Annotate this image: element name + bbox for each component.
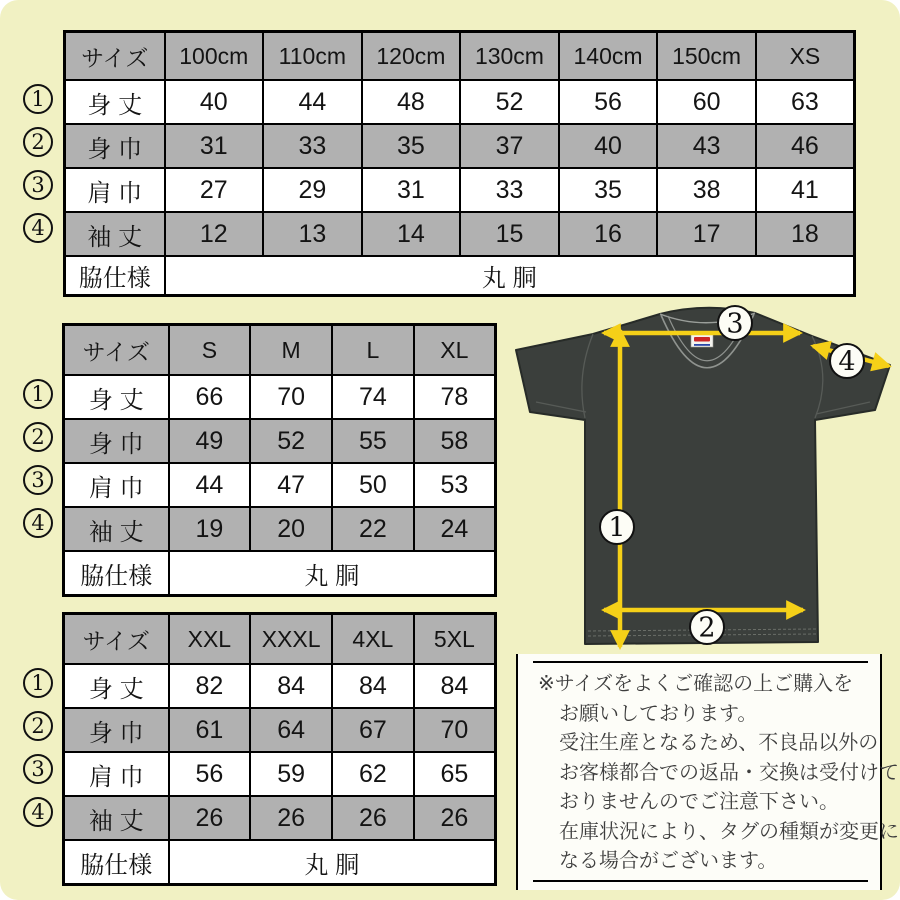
row-label: 身 巾 bbox=[65, 124, 165, 168]
measure-marker-3 bbox=[718, 306, 752, 340]
size-value: 52 bbox=[250, 419, 332, 463]
column-header: 4XL bbox=[332, 614, 414, 665]
size-value: 70 bbox=[250, 375, 332, 419]
size-table-adult bbox=[62, 323, 497, 597]
column-header: XL bbox=[414, 325, 496, 376]
row-marker-3: 3 bbox=[23, 465, 53, 495]
size-value: 44 bbox=[169, 463, 251, 507]
size-value: 41 bbox=[756, 168, 855, 212]
size-value: 50 bbox=[332, 463, 414, 507]
size-value: 19 bbox=[169, 507, 251, 551]
size-value: 52 bbox=[460, 80, 559, 124]
size-value: 58 bbox=[414, 419, 496, 463]
row-label: 脇仕様 bbox=[64, 840, 169, 885]
size-value: 64 bbox=[250, 708, 332, 752]
size-value: 49 bbox=[169, 419, 251, 463]
note-line: 在庫状況により、タグの種類が変更に bbox=[559, 820, 899, 843]
column-header: 100cm bbox=[165, 32, 264, 81]
column-header: M bbox=[250, 325, 332, 376]
column-header: 130cm bbox=[460, 32, 559, 81]
table-row-body-length bbox=[65, 80, 855, 124]
note-line: 受注生産となるため、不良品以外の bbox=[559, 732, 879, 754]
row-label: 身 巾 bbox=[64, 708, 169, 752]
table-header-row bbox=[64, 325, 496, 376]
size-value: 16 bbox=[559, 212, 658, 256]
row-marker-4: 4 bbox=[23, 797, 53, 827]
row-label: 身 丈 bbox=[65, 80, 165, 124]
size-value: 12 bbox=[165, 212, 264, 256]
size-header-cell: サイズ bbox=[65, 32, 165, 81]
table-row-body-width bbox=[65, 124, 855, 168]
size-value: 20 bbox=[250, 507, 332, 551]
row-marker-2: 2 bbox=[23, 422, 53, 452]
row-marker-1: 1 bbox=[23, 84, 53, 114]
table-row-sleeve-length bbox=[64, 796, 496, 840]
size-value: 13 bbox=[263, 212, 362, 256]
size-value: 33 bbox=[460, 168, 559, 212]
size-value: 59 bbox=[250, 752, 332, 796]
row-marker-2: 2 bbox=[23, 127, 53, 157]
size-value: 74 bbox=[332, 375, 414, 419]
svg-text:3: 3 bbox=[726, 308, 744, 340]
size-value: 31 bbox=[165, 124, 264, 168]
table-row-shoulder-width bbox=[65, 168, 855, 212]
size-value: 55 bbox=[332, 419, 414, 463]
size-value: 35 bbox=[559, 168, 658, 212]
row-marker-1: 1 bbox=[23, 379, 53, 409]
row-label: 身 丈 bbox=[64, 664, 169, 708]
size-header-cell: サイズ bbox=[64, 325, 169, 376]
column-header: XXL bbox=[169, 614, 251, 665]
table-row-side-spec bbox=[64, 840, 496, 885]
row-label: 袖 丈 bbox=[64, 796, 169, 840]
size-value: 38 bbox=[657, 168, 756, 212]
column-header: S bbox=[169, 325, 251, 376]
column-header: 5XL bbox=[414, 614, 496, 665]
size-value: 26 bbox=[250, 796, 332, 840]
size-value: 44 bbox=[263, 80, 362, 124]
size-value: 46 bbox=[756, 124, 855, 168]
size-table-kids bbox=[63, 30, 856, 297]
table-row-body-length bbox=[64, 664, 496, 708]
note-line: お願いしております。 bbox=[559, 702, 758, 725]
row-label: 肩 巾 bbox=[64, 463, 169, 507]
size-value: 67 bbox=[332, 708, 414, 752]
size-value: 40 bbox=[165, 80, 264, 124]
size-value: 31 bbox=[362, 168, 461, 212]
size-value: 17 bbox=[657, 212, 756, 256]
size-header-cell: サイズ bbox=[64, 614, 169, 665]
size-value: 56 bbox=[169, 752, 251, 796]
table-row-side-spec bbox=[64, 551, 496, 596]
row-label: 肩 巾 bbox=[65, 168, 165, 212]
row-label: 袖 丈 bbox=[64, 507, 169, 551]
column-header: 120cm bbox=[362, 32, 461, 81]
column-header: L bbox=[332, 325, 414, 376]
size-value: 60 bbox=[657, 80, 756, 124]
size-value: 43 bbox=[657, 124, 756, 168]
size-value: 48 bbox=[362, 80, 461, 124]
brand-tag bbox=[691, 334, 713, 347]
size-value: 18 bbox=[756, 212, 855, 256]
size-value: 26 bbox=[169, 796, 251, 840]
side-spec-value: 丸 胴 bbox=[165, 256, 855, 296]
size-value: 82 bbox=[169, 664, 251, 708]
row-label: 袖 丈 bbox=[65, 212, 165, 256]
size-value: 84 bbox=[414, 664, 496, 708]
size-value: 26 bbox=[414, 796, 496, 840]
column-header: XS bbox=[756, 32, 855, 81]
row-marker-3: 3 bbox=[23, 754, 53, 784]
size-value: 14 bbox=[362, 212, 461, 256]
table-row-sleeve-length bbox=[64, 507, 496, 551]
note-line: ※サイズをよくご確認の上ご購入を bbox=[538, 673, 854, 695]
size-value: 27 bbox=[165, 168, 264, 212]
svg-text:4: 4 bbox=[838, 346, 856, 378]
table-row-body-width bbox=[64, 419, 496, 463]
svg-text:2: 2 bbox=[698, 612, 716, 644]
size-value: 84 bbox=[250, 664, 332, 708]
table-row-body-width bbox=[64, 708, 496, 752]
measure-marker-1 bbox=[600, 510, 634, 544]
size-value: 35 bbox=[362, 124, 461, 168]
row-label: 身 丈 bbox=[64, 375, 169, 419]
row-marker-1: 1 bbox=[23, 668, 53, 698]
note-line: お客様都合での返品・交換は受付けて bbox=[559, 761, 899, 784]
note-line: おりませんのでご注意下さい。 bbox=[559, 791, 839, 813]
row-label: 肩 巾 bbox=[64, 752, 169, 796]
size-value: 61 bbox=[169, 708, 251, 752]
row-marker-4: 4 bbox=[23, 508, 53, 538]
side-spec-value: 丸 胴 bbox=[169, 551, 496, 596]
column-header: XXXL bbox=[250, 614, 332, 665]
note-frame-line bbox=[533, 880, 868, 882]
row-label: 脇仕様 bbox=[64, 551, 169, 596]
size-value: 63 bbox=[756, 80, 855, 124]
size-value: 22 bbox=[332, 507, 414, 551]
row-label: 脇仕様 bbox=[65, 256, 165, 296]
size-value: 33 bbox=[263, 124, 362, 168]
note-frame-line bbox=[516, 654, 518, 890]
purchase-note-box bbox=[516, 654, 899, 890]
table-row-sleeve-length bbox=[65, 212, 855, 256]
note-line: なる場合がございます。 bbox=[559, 850, 778, 872]
table-row-side-spec bbox=[65, 256, 855, 296]
size-value: 53 bbox=[414, 463, 496, 507]
size-value: 70 bbox=[414, 708, 496, 752]
column-header: 110cm bbox=[263, 32, 362, 81]
table-header-row bbox=[64, 614, 496, 665]
size-value: 37 bbox=[460, 124, 559, 168]
table-row-shoulder-width bbox=[64, 752, 496, 796]
size-value: 62 bbox=[332, 752, 414, 796]
row-label: 身 巾 bbox=[64, 419, 169, 463]
size-value: 47 bbox=[250, 463, 332, 507]
svg-text:1: 1 bbox=[608, 512, 626, 544]
side-spec-value: 丸 胴 bbox=[169, 840, 496, 885]
size-value: 78 bbox=[414, 375, 496, 419]
measure-marker-2 bbox=[690, 610, 724, 644]
note-frame-line bbox=[533, 661, 868, 663]
size-value: 40 bbox=[559, 124, 658, 168]
size-value: 26 bbox=[332, 796, 414, 840]
table-header-row bbox=[65, 32, 855, 81]
purchase-note-text bbox=[538, 670, 899, 877]
measure-marker-4 bbox=[830, 344, 864, 378]
row-marker-3: 3 bbox=[23, 170, 53, 200]
size-value: 24 bbox=[414, 507, 496, 551]
size-value: 66 bbox=[169, 375, 251, 419]
size-value: 56 bbox=[559, 80, 658, 124]
column-header: 150cm bbox=[657, 32, 756, 81]
row-marker-4: 4 bbox=[23, 213, 53, 243]
size-table-big bbox=[62, 612, 497, 886]
size-value: 15 bbox=[460, 212, 559, 256]
column-header: 140cm bbox=[559, 32, 658, 81]
table-row-body-length bbox=[64, 375, 496, 419]
size-value: 29 bbox=[263, 168, 362, 212]
size-value: 65 bbox=[414, 752, 496, 796]
size-value: 84 bbox=[332, 664, 414, 708]
tshirt-measurement-diagram bbox=[500, 298, 900, 658]
table-row-shoulder-width bbox=[64, 463, 496, 507]
row-marker-2: 2 bbox=[23, 711, 53, 741]
